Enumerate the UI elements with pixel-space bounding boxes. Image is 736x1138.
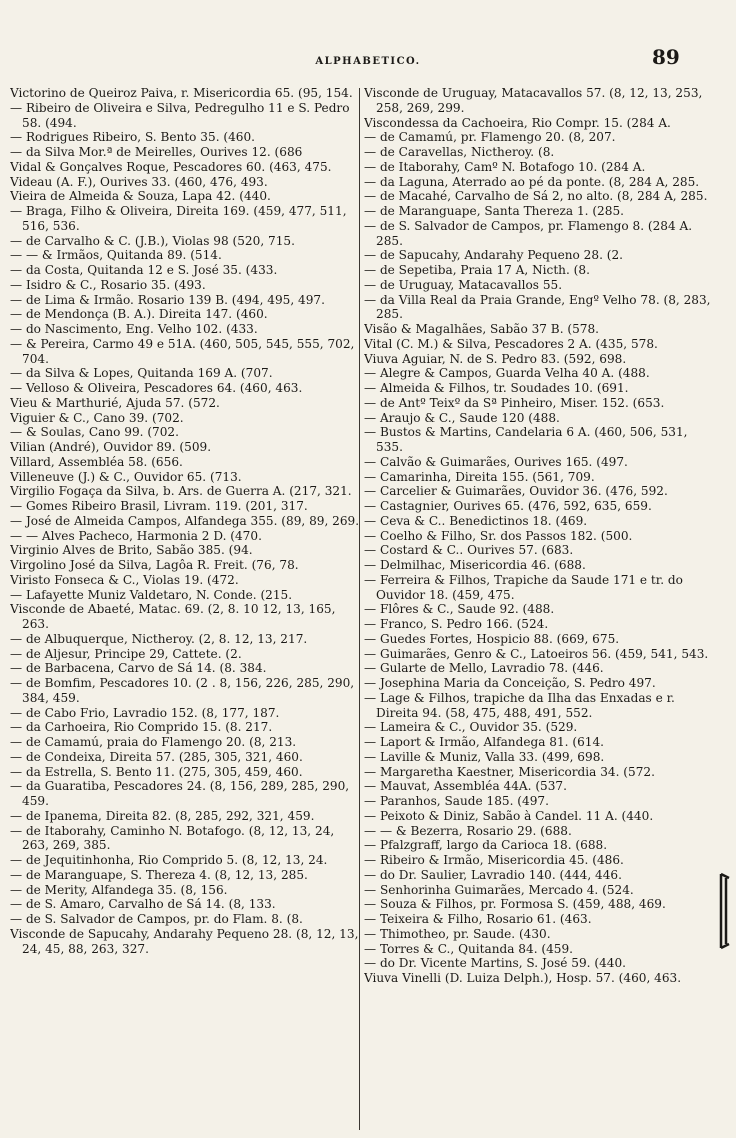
directory-entry: Viscondessa da Cachoeira, Rio Compr. 15. (284 A.: [364, 115, 671, 130]
directory-entry: — de S. Salvador de Campos, pr. do Flam. 8. (8.: [10, 912, 303, 926]
directory-entry: — de Itaborahy, Caminho N. Botafogo. (8, 12, 13, 24, 263, 269, 385.: [10, 823, 335, 853]
directory-entry: — Flôres & C., Saude 92. (488.: [364, 602, 555, 617]
directory-entry: — Guimarães, Genro & C., Latoeiros 56. (459, 541, 543.: [364, 646, 709, 661]
directory-entry: — da Carhoeira, Rio Comprido 15. (8. 217.: [10, 720, 273, 735]
directory-entry: — Rodrigues Ribeiro, S. Bento 35. (460.: [10, 130, 256, 145]
directory-entry: — Laville & Muniz, Valla 33. (499, 698.: [364, 749, 605, 764]
directory-entry: — do Dr. Saulier, Lavradio 140. (444, 446.: [364, 867, 622, 882]
directory-entry: — Peixoto & Diniz, Sabão à Candel. 11 A. (440.: [364, 808, 654, 823]
directory-entry: Virgilio Fogaça da Silva, b. Ars. de Guerra A. (217, 321.: [10, 484, 352, 499]
directory-entry: — da Silva Mor.ª de Meirelles, Ourives 12. (686: [10, 145, 303, 159]
directory-entry: — da Estrella, S. Bento 11. (275, 305, 459, 460.: [10, 764, 303, 779]
directory-entry: — de Carvalho & C. (J.B.), Violas 98 (520, 715.: [10, 233, 295, 248]
directory-entry: Villeneuve (J.) & C., Ouvidor 65. (713.: [10, 469, 242, 484]
directory-entry: — de Cabo Frio, Lavradio 152. (8, 177, 187.: [10, 705, 280, 720]
directory-entry: — de Itaborahy, Camº N. Botafogo 10. (284 A.: [364, 159, 646, 174]
directory-entry: — & Soulas, Cano 99. (702.: [10, 425, 179, 440]
directory-entry: — de Mendonça (B. A.). Direita 147. (460.: [10, 307, 268, 322]
directory-entry: — Ferreira & Filhos, Trapiche da Saude 171 e tr. do Ouvidor 18. (459, 475.: [364, 572, 683, 602]
directory-entry: — Ribeiro & Irmão, Misericordia 45. (486.: [364, 853, 624, 867]
directory-entry: — de Camamú, praia do Flamengo 20. (8, 213.: [10, 735, 297, 749]
directory-entry: — de Merity, Alfandega 35. (8, 156.: [10, 882, 228, 897]
directory-entry: — da Silva & Lopes, Quitanda 169 A. (707.: [10, 366, 273, 381]
directory-entry: Virginio Alves de Brito, Sabão 385. (94.: [10, 543, 253, 558]
directory-entry: Vidal & Gonçalves Roque, Pescadores 60. (463, 475.: [10, 159, 332, 174]
directory-entry: — de Caravellas, Nictheroy. (8.: [364, 145, 555, 159]
directory-entry: — Pfalzgraff, largo da Carioca 18. (688.: [364, 838, 608, 853]
directory-entry: — Senhorinha Guimarães, Mercado 4. (524.: [364, 882, 634, 897]
directory-entry: — da Laguna, Aterrado ao pé da ponte. (8, 284 A, 285.: [364, 174, 700, 189]
directory-entry: — de Lima & Irmão. Rosario 139 B. (494, 495, 497.: [10, 292, 325, 307]
directory-entry: Villard, Assembléa 58. (656.: [10, 454, 183, 469]
directory-entry: — Gularte de Mello, Lavradio 78. (446.: [364, 661, 604, 676]
directory-entry: — Mauvat, Assembléa 44A. (537.: [364, 779, 567, 794]
directory-entry: — Guedes Fortes, Hospicio 88. (669, 675.: [364, 631, 620, 646]
directory-entry: — de S. Amaro, Carvalho de Sá 14. (8, 133.: [10, 897, 276, 912]
directory-entry: — de Bomfim, Pescadores 10. (2 . 8, 156, 226, 285, 290, 384, 459.: [10, 676, 355, 705]
directory-entry: Viguier & C., Cano 39. (702.: [10, 410, 184, 425]
directory-entry: — — & Irmãos, Quitanda 89. (514.: [10, 248, 222, 263]
right-column: [364, 86, 714, 986]
directory-entry: Videau (A. F.), Ourives 33. (460, 476, 493.: [10, 174, 268, 189]
directory-entry: — de Sepetiba, Praia 17 A, Nicth. (8.: [364, 263, 590, 277]
directory-entry: — de Albuquerque, Nictheroy. (2, 8. 12, 13, 217.: [10, 631, 308, 646]
directory-entry: — Lafayette Muniz Valdetaro, N. Conde. (215.: [10, 587, 293, 602]
directory-entry: — Souza & Filhos, pr. Formosa S. (459, 488, 469.: [364, 897, 666, 912]
directory-entry: Vieira de Almeida & Souza, Lapa 42. (440.: [10, 189, 271, 204]
directory-entry: — Paranhos, Saude 185. (497.: [364, 794, 549, 808]
directory-entry: — & Pereira, Carmo 49 e 51A. (460, 505, 545, 555, 702, 704.: [10, 336, 355, 366]
directory-entry: — Gomes Ribeiro Brasil, Livram. 119. (201, 317.: [10, 499, 308, 513]
directory-entry: — Braga, Filho & Oliveira, Direita 169. (459, 477, 511, 516, 536.: [10, 204, 347, 233]
directory-entry: — Bustos & Martins, Candelaria 6 A. (460, 506, 531, 535.: [364, 425, 688, 454]
directory-entry: — do Dr. Vicente Martins, S. José 59. (440.: [364, 956, 626, 971]
directory-entry: Visconde de Sapucahy, Andarahy Pequeno 28. (8, 12, 13, 24, 45, 88, 263, 327.: [10, 926, 359, 956]
directory-entry: — Teixeira & Filho, Rosario 61. (463.: [364, 912, 592, 926]
directory-entry: — de Camamú, pr. Flamengo 20. (8, 207.: [364, 130, 616, 145]
directory-entry: Vital (C. M.) & Silva, Pescadores 2 A. (435, 578.: [364, 336, 658, 351]
directory-entry: Victorino de Queiroz Paiva, r. Misericordia 65. (95, 154.: [10, 86, 353, 100]
directory-entry: — Coelho & Filho, Sr. dos Passos 182. (500.: [364, 528, 633, 543]
directory-entry: — Camarinha, Direita 155. (561, 709.: [364, 469, 595, 484]
directory-entry: — Josephina Maria da Conceição, S. Pedro 497.: [364, 676, 656, 690]
directory-entry: — José de Almeida Campos, Alfandega 355. (89, 89, 269.: [10, 513, 360, 528]
directory-entry: — de Condeixa, Direita 57. (285, 305, 321, 460.: [10, 749, 303, 764]
directory-entry: Viristo Fonseca & C., Violas 19. (472.: [10, 572, 239, 587]
directory-entry: — do Nascimento, Eng. Velho 102. (433.: [10, 322, 258, 336]
directory-entry: — Calvão & Guimarães, Ourives 165. (497.: [364, 454, 628, 469]
directory-entry: — Costard & C.. Ourives 57. (683.: [364, 543, 574, 558]
directory-entry: — Franco, S. Pedro 166. (524.: [364, 617, 549, 631]
directory-entry: — Almeida & Filhos, tr. Soudades 10. (691.: [364, 381, 629, 395]
directory-entry: — de Jequitinhonha, Rio Comprido 5. (8, 12, 13, 24.: [10, 853, 328, 867]
directory-entry: — de Aljesur, Principe 29, Cattete. (2.: [10, 646, 242, 661]
directory-entry: — Ceva & C.. Benedictinos 18. (469.: [364, 513, 588, 528]
directory-entry: Vilian (André), Ouvidor 89. (509.: [10, 440, 212, 454]
directory-entry: — Lameira & C., Ouvidor 35. (529.: [364, 720, 578, 735]
directory-entry: Virgolino José da Silva, Lagôa R. Freit. (76, 78.: [10, 558, 299, 572]
directory-entry: — de Sapucahy, Andarahy Pequeno 28. (2.: [364, 248, 624, 263]
directory-entry: Visão & Magalhães, Sabão 37 B. (578.: [364, 322, 600, 336]
directory-entry: Visconde de Uruguay, Matacavallos 57. (8, 12, 13, 253, 258, 269, 299.: [364, 86, 703, 115]
directory-entry: Visconde de Abaeté, Matac. 69. (2, 8. 10 12, 13, 165, 263.: [10, 602, 336, 631]
directory-entry: — Velloso & Oliveira, Pescadores 64. (460, 463.: [10, 381, 303, 395]
margin-bracket-mark: [718, 872, 732, 950]
directory-entry: — Ribeiro de Oliveira e Silva, Pedregulho 11 e S. Pedro 58. (494.: [10, 100, 350, 130]
directory-entry: — Araujo & C., Saude 120 (488.: [364, 410, 560, 425]
directory-entry: — Margaretha Kaestner, Misericordia 34. (572.: [364, 764, 655, 779]
directory-entry: — da Guaratiba, Pescadores 24. (8, 156, 289, 285, 290, 459.: [10, 779, 350, 808]
directory-entry: — — Alves Pacheco, Harmonia 2 D. (470.: [10, 528, 262, 543]
directory-entry: — Castagnier, Ourives 65. (476, 592, 635, 659.: [364, 499, 652, 513]
directory-entry: — Alegre & Campos, Guarda Velha 40 A. (488.: [364, 366, 650, 381]
directory-entry: — Delmilhac, Misericordia 46. (688.: [364, 558, 586, 572]
directory-entry: — da Costa, Quitanda 12 e S. José 35. (433.: [10, 263, 278, 277]
directory-entry: — — & Bezerra, Rosario 29. (688.: [364, 823, 572, 838]
directory-entry: Viuva Aguiar, N. de S. Pedro 83. (592, 698.: [364, 351, 627, 366]
directory-entry: Vieu & Marthurié, Ajuda 57. (572.: [10, 395, 220, 410]
directory-entry: — de Ipanema, Direita 82. (8, 285, 292, 321, 459.: [10, 808, 315, 823]
directory-entry: — Isidro & C., Rosario 35. (493.: [10, 277, 206, 292]
directory-entry: — de S. Salvador de Campos, pr. Flamengo 8. (284 A. 285.: [364, 218, 693, 248]
directory-entry: — de Maranguape, S. Thereza 4. (8, 12, 13, 285.: [10, 867, 308, 882]
directory-entry: Viuva Vinelli (D. Luiza Delph.), Hosp. 57. (460, 463.: [364, 971, 682, 985]
directory-entry: — de Macahé, Carvalho de Sá 2, no alto. (8, 284 A, 285.: [364, 189, 708, 204]
directory-entry: — Torres & C., Quitanda 84. (459.: [364, 941, 574, 956]
directory-entry: — de Antº Teixº da Sª Pinheiro, Miser. 152. (653.: [364, 395, 665, 410]
directory-entry: — Thimotheo, pr. Saude. (430.: [364, 926, 551, 941]
left-column: [10, 86, 362, 956]
directory-entry: — de Barbacena, Carvo de Sá 14. (8. 384.: [10, 661, 267, 676]
directory-entry: — da Villa Real da Praia Grande, Engº Velho 78. (8, 283, 285.: [364, 292, 711, 322]
page-number: 89: [652, 45, 680, 69]
directory-entry: — Lage & Filhos, trapiche da Ilha das Enxadas e r. Direita 94. (58, 475, 488, 491, 552.: [364, 690, 675, 720]
column-divider: [359, 88, 360, 1130]
directory-entry: — de Uruguay, Matacavallos 55.: [364, 277, 563, 292]
running-head: ALPHABETICO.: [315, 56, 421, 67]
directory-entry: — de Maranguape, Santa Thereza 1. (285.: [364, 204, 624, 218]
directory-entry: — Carcelier & Guimarães, Ouvidor 36. (476, 592.: [364, 484, 668, 499]
directory-entry: — Laport & Irmão, Alfandega 81. (614.: [364, 735, 604, 749]
